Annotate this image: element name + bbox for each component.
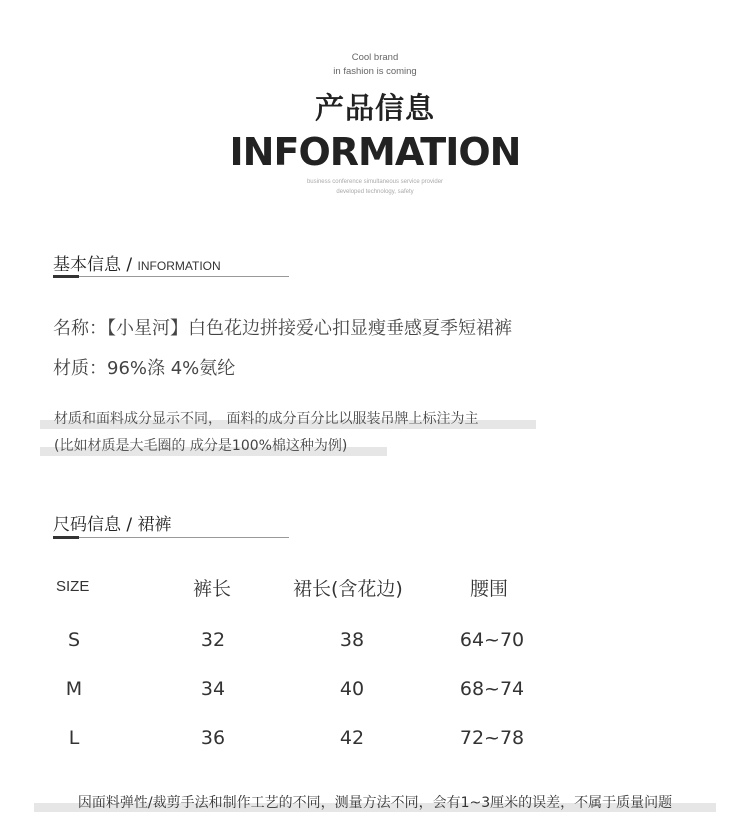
page-title-cn: 产品信息 bbox=[314, 91, 435, 125]
column-header-skirt-length: 裙长(含花边) bbox=[293, 578, 403, 600]
table-row-s-waist: 64~70 bbox=[459, 629, 525, 651]
size-info-accent bbox=[53, 536, 79, 539]
tagline-line-1: Cool brand bbox=[351, 52, 399, 63]
basic-info-accent bbox=[53, 275, 79, 278]
material-note-2: (比如材质是大毛圈的 成分是100%棉这种为例) bbox=[54, 438, 348, 454]
column-header-waist: 腰围 bbox=[470, 578, 509, 600]
table-row-s-skirt-length: 38 bbox=[339, 629, 365, 651]
table-row-l-skirt-length: 42 bbox=[339, 727, 365, 749]
column-header-pants-length: 裤长 bbox=[193, 578, 232, 600]
basic-info-heading-cn: 基本信息 bbox=[53, 255, 121, 275]
table-row-m-size: M bbox=[65, 678, 83, 700]
subtitle-line-1: business conference simultaneous service provider bbox=[306, 179, 444, 185]
table-row-l-pants-length: 36 bbox=[200, 727, 226, 749]
table-row-m-waist: 68~74 bbox=[459, 678, 525, 700]
tagline-line-2: in fashion is coming bbox=[333, 66, 417, 77]
table-row-s-size: S bbox=[67, 629, 81, 651]
table-row-m-skirt-length: 40 bbox=[339, 678, 365, 700]
heading-separator: / bbox=[121, 255, 138, 275]
basic-info-divider bbox=[53, 276, 289, 277]
table-row-m-pants-length: 34 bbox=[200, 678, 226, 700]
size-info-divider bbox=[53, 537, 289, 538]
size-info-heading: 尺码信息 / 裙裤 bbox=[53, 515, 172, 535]
basic-info-heading-en: INFORMATION bbox=[137, 259, 221, 273]
table-row-s-pants-length: 32 bbox=[200, 629, 226, 651]
product-material: 材质：96%涤 4%氨纶 bbox=[53, 358, 236, 379]
product-name: 名称：【小星河】白色花边拼接爱心扣显瘦垂感夏季短裙裤 bbox=[53, 318, 512, 339]
subtitle-line-2: developed technology, safety bbox=[336, 189, 414, 195]
table-row-l-size: L bbox=[68, 727, 80, 749]
table-row-l-waist: 72~78 bbox=[459, 727, 525, 749]
measurement-disclaimer: 因面料弹性/裁剪手法和制作工艺的不同，测量方法不同，会有1~3厘米的误差，不属于质量问题 bbox=[77, 795, 673, 811]
column-header-size: SIZE bbox=[56, 578, 90, 595]
material-note-1: 材质和面料成分显示不同， 面料的成分百分比以服装吊牌上标注为主 bbox=[54, 411, 479, 427]
page-title-en: INFORMATION bbox=[229, 130, 521, 174]
basic-info-heading bbox=[53, 250, 221, 275]
